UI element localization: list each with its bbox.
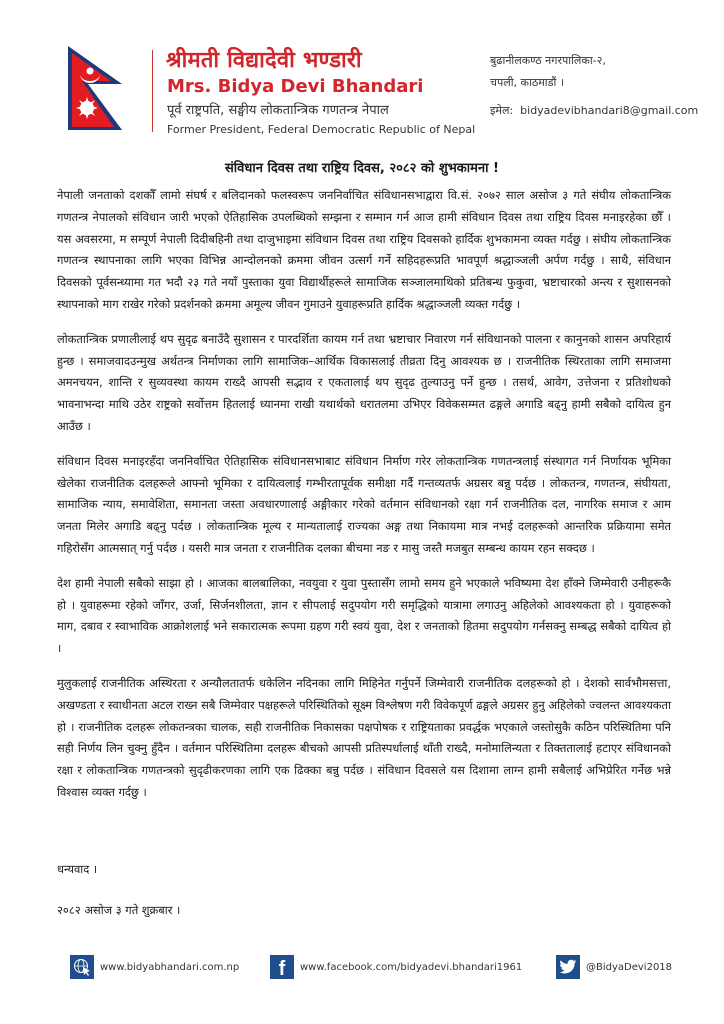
- letter-date: २०८२ असोज ३ गते शुक्रबार ।: [57, 903, 181, 917]
- name-english: Mrs. Bidya Devi Bhandari: [167, 76, 424, 97]
- header-divider: [152, 50, 153, 132]
- paragraph-3: संविधान दिवस मनाइरहँदा जननिर्वाचित ऐतिहासिक संविधानसभाबाट संविधान निर्माण गरेर लोकतान्त्रिक गणतन्त्रलाई संस्थागत गर्न निर्णायक भूमिका खेलेका राजनीतिक दलहरूले आफ्नो भूमिका र दायित्वलाई गम्भीरतापूर्वक समीक्षा गर्दै गन्तव्यतर्फ अग्रसर बन्नु पर्दछ । लोकतन्त्र, गणतन्त्र, संघीयता, सामाजिक न्याय, समावेशिता, समानता जस्ता अवधारणालाई अङ्गीकार गरेको वर्तमान संविधानको रक्षा गर्न राजनीतिक दल, नागरिक समाज र आम जनता मिलेर अगाडि बढ्नु पर्दछ । लोकतान्त्रिक मूल्य र मान्यतालाई राज्यका अङ्ग तथा निकायमा मात्र नभई दलहरूको आन्तरिक प्रक्रियामा समेत गहिरोसँग आत्मसात् गर्नु पर्दछ । यसरी मात्र जनता र राजनीतिक दलका बीचमा नङ र मासु जस्तै मजबुत सम्बन्ध कायम रहन सक्दछ ।: [57, 453, 671, 555]
- footer-twitter[interactable]: [556, 955, 672, 979]
- address-block: [490, 50, 698, 122]
- name-nepali: श्रीमती विद्यादेवी भण्डारी: [166, 48, 362, 73]
- footer: [0, 955, 724, 985]
- twitter-handle[interactable]: @BidyaDevi2018: [586, 961, 673, 973]
- address-line-2: चपली, काठमाडौं ।: [490, 76, 565, 89]
- facebook-link[interactable]: www.facebook.com/bidyadevi.bhandari1961: [300, 961, 523, 973]
- paragraph-5: मुलुकलाई राजनीतिक अस्थिरता र अन्यौलतातर्फ धकेलिन नदिनका लागि मिहिनेत गर्नुपर्ने जिम्मेवारी राजनीतिक दलहरूको हो । देशको सार्वभौमसत्ता, अखण्डता र स्वाधीनता अटल राख्न सबै जिम्मेवार पक्षहरूले परिस्थितिको सूक्ष्म विश्लेषण गरी विवेकपूर्ण ढङ्गले अग्रसर हुनु अहिलेको ज्वलन्त आवश्यकता हो । राजनीतिक दलहरू लोकतन्त्रका चालक, सही राजनीतिक निकासका पक्षपोषक र राष्ट्रियताका प्रवर्द्धक भएकाले जस्तोसुकै कठिन परिस्थितिमा पनि सही निर्णय लिन चुक्नु हुँदैन । वर्तमान परिस्थितिमा दलहरू बीचको आपसी प्रतिस्पर्धालाई थाँती राख्दै, मनोमालिन्यता र तिक्ततालाई हटाएर संविधानको रक्षा र लोकतान्त्रिक गणतन्त्रको सुदृढीकरणका लागि एक ढिक्का बन्नु पर्दछ । संविधान दिवसले यस दिशामा लाग्न हामी सबैलाई अभिप्रेरित गर्नेछ भन्ने विश्वास व्यक्त गर्दछु ।: [57, 675, 671, 799]
- paragraph-2: लोकतान्त्रिक प्रणालीलाई थप सुदृढ बनाउँदै सुशासन र पारदर्शिता कायम गर्न तथा भ्रष्टाचार निवारण गर्न संविधानको पालना र कानुनको शासन अपरिहार्य हुन्छ । समाजवादउन्मुख अर्थतन्त्र निर्माणका लागि सामाजिक–आर्थिक विकासलाई तीव्रता दिनु आवश्यक छ । राजनीतिक स्थिरताका लागि समाजमा अमनचयन, शान्ति र सुव्यवस्था कायम राख्दै आपसी सद्भाव र एकतालाई थप सुदृढ तुल्याउनु पर्ने हुन्छ । तसर्थ, आवेग, उत्तेजना र प्रतिशोधको भावनाभन्दा माथि उठेर राष्ट्रको सर्वोत्तम हितलाई ध्यानमा राखी यथार्थको धरातलमा उभिएर विवेकसम्मत ढङ्गले अगाडि बढ्नु हामी सबैको दायित्व हुन आउँछ ।: [57, 331, 671, 433]
- address-line-1: बुढानीलकण्ठ नगरपालिका-२,: [490, 54, 606, 67]
- footer-facebook[interactable]: [270, 955, 522, 979]
- email-link[interactable]: bidyadevibhandari8@gmail.com: [520, 104, 699, 117]
- closing: धन्यवाद ।: [57, 862, 98, 876]
- subtitle-english: Former President, Federal Democratic Republic of Nepal: [167, 123, 476, 136]
- letter-title: संविधान दिवस तथा राष्ट्रिय दिवस, २०८२ को शुभकामना !: [225, 161, 499, 176]
- email-label: इमेल:: [490, 104, 514, 117]
- footer-website[interactable]: [70, 955, 239, 979]
- letter-body: [57, 185, 671, 817]
- globe-cursor-icon: [70, 955, 94, 979]
- paragraph-4: देश हामी नेपाली सबैको साझा हो । आजका बालबालिका, नवयुवा र युवा पुस्तासँग लामो समय हुने भएकाले भविष्यमा देश हाँक्ने जिम्मेवारी उनीहरूकै हो । युवाहरूमा रहेको जाँगर, उर्जा, सिर्जनशीलता, ज्ञान र सीपलाई सदुपयोग गरी समृद्धिको यात्रामा लगाउनु अहिलेको आवश्यकता हो । युवाहरूको माग, दबाव र स्वाभाविक आक्रोशलाई भने सकारात्मक रूपमा ग्रहण गरी स्वयं युवा, देश र जनताको हितमा सदुपयोग गर्नसक्नु सम्बद्ध सबैको दायित्व हो ।: [57, 575, 671, 656]
- facebook-icon: f: [270, 955, 294, 979]
- letterhead: [0, 0, 724, 140]
- paragraph-1: नेपाली जनताको दशकौँ लामो संघर्ष र बलिदानको फलस्वरूप जननिर्वाचित संविधानसभाद्वारा वि.सं. २०७२ साल असोज ३ गते संघीय लोकतान्त्रिक गणतन्त्र नेपालको संविधान जारी भएको ऐतिहासिक उपलब्धिको सम्झना र सम्मान गर्न आज हामी संविधान दिवस तथा राष्ट्रिय दिवस मनाइरहेका छौँ । यस अवसरमा, म सम्पूर्ण नेपाली दिदीबहिनी तथा दाजुभाइमा संविधान दिवस तथा राष्ट्रिय दिवसको हार्दिक शुभकामना व्यक्त गर्दछु । संघीय लोकतान्त्रिक गणतन्त्र स्थापनाका लागि भएका विभिन्न आन्दोलनको क्रममा जीवन उत्सर्ग गर्ने सहिदहरूप्रति भावपूर्ण श्रद्धाञ्जली अर्पण गर्दछु । साथै, संविधान दिवसको पूर्वसन्ध्यामा गत भदौ २३ गते नयाँ पुस्ताका युवा विद्यार्थीहरूले सामाजिक सञ्जालमाथिको प्रतिबन्ध फुकुवा, भ्रष्टाचारको अन्त्य र सुशासनको स्थापनाको माग राखेर गरेको प्रदर्शनको क्रममा अमूल्य जीवन गुमाउने युवाहरूप्रति हार्दिक श्रद्धाञ्जली व्यक्त गर्दछु ।: [57, 188, 671, 311]
- nepal-flag-icon: [66, 44, 126, 134]
- email-row: [490, 100, 698, 122]
- website-link[interactable]: www.bidyabhandari.com.np: [100, 961, 240, 973]
- twitter-bird-icon: [556, 955, 580, 979]
- subtitle-nepali: पूर्व राष्ट्रपति, सङ्घीय लोकतान्त्रिक गणतन्त्र नेपाल: [167, 103, 389, 118]
